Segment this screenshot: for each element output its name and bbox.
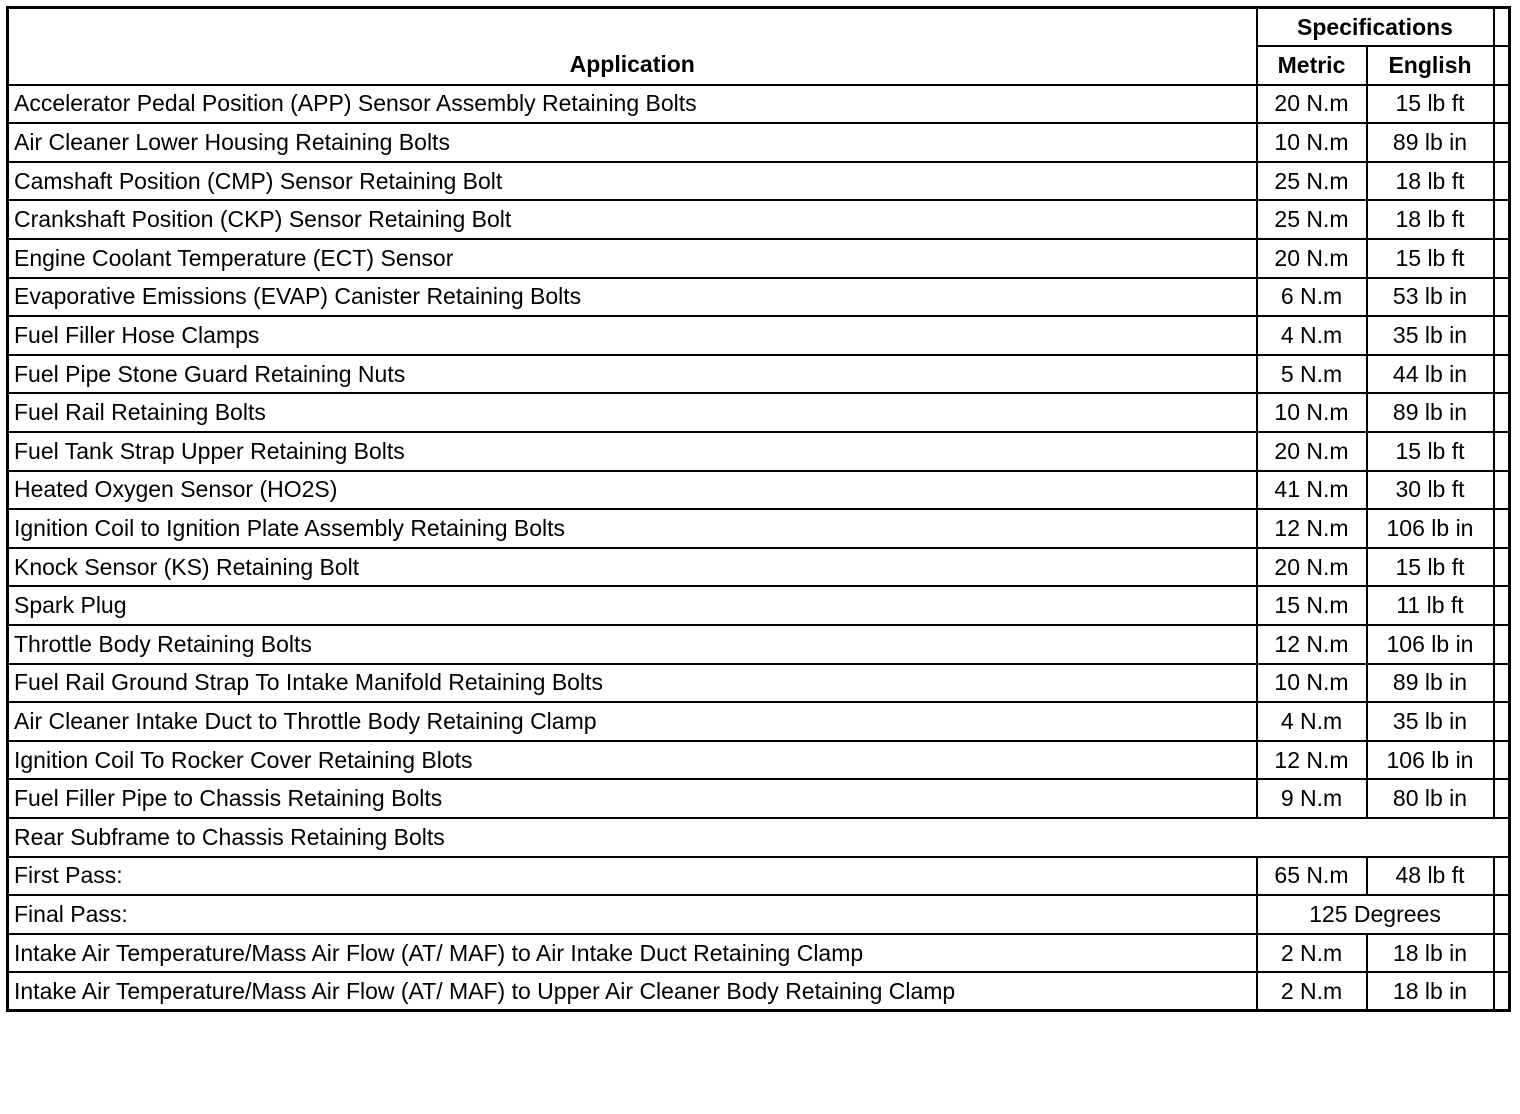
table-row [8, 278, 1510, 317]
spacer-cell [1494, 972, 1510, 1011]
application-cell: Fuel Rail Ground Strap To Intake Manifold Retaining Bolts [8, 664, 1257, 703]
application-cell: Intake Air Temperature/Mass Air Flow (AT/ MAF) to Air Intake Duct Retaining Clamp [8, 934, 1257, 973]
spacer-cell [1494, 393, 1510, 432]
spacer-cell [1494, 548, 1510, 587]
spacer-cell [1494, 316, 1510, 355]
english-cell: 15 lb ft [1367, 239, 1494, 278]
application-cell: Crankshaft Position (CKP) Sensor Retaining Bolt [8, 200, 1257, 239]
english-cell: 18 lb in [1367, 934, 1494, 973]
spacer-cell [1494, 432, 1510, 471]
spacer-cell [1494, 509, 1510, 548]
spacer-cell [1494, 239, 1510, 278]
spacer-cell [1494, 355, 1510, 394]
application-cell: Intake Air Temperature/Mass Air Flow (AT/ MAF) to Upper Air Cleaner Body Retaining Clamp [8, 972, 1257, 1011]
table-row [8, 316, 1510, 355]
metric-cell: 10 N.m [1257, 664, 1367, 703]
table-row [8, 509, 1510, 548]
specifications-header: Specifications [1257, 8, 1494, 47]
metric-cell: 65 N.m [1257, 857, 1367, 896]
metric-cell: 12 N.m [1257, 509, 1367, 548]
metric-cell: 20 N.m [1257, 548, 1367, 587]
metric-header: Metric [1257, 46, 1367, 85]
metric-cell: 12 N.m [1257, 625, 1367, 664]
english-cell: 48 lb ft [1367, 857, 1494, 896]
spacer-cell [1494, 625, 1510, 664]
application-cell: Ignition Coil To Rocker Cover Retaining Blots [8, 741, 1257, 780]
metric-cell: 2 N.m [1257, 972, 1367, 1011]
application-cell: Fuel Filler Pipe to Chassis Retaining Bolts [8, 779, 1257, 818]
spacer-cell [1494, 934, 1510, 973]
table-row [8, 586, 1510, 625]
spacer-cell [1494, 46, 1510, 85]
application-cell: Camshaft Position (CMP) Sensor Retaining Bolt [8, 162, 1257, 201]
spacer-cell [1494, 123, 1510, 162]
english-cell: 11 lb ft [1367, 586, 1494, 625]
application-cell: Air Cleaner Lower Housing Retaining Bolts [8, 123, 1257, 162]
table-row [8, 85, 1510, 124]
application-cell: Fuel Tank Strap Upper Retaining Bolts [8, 432, 1257, 471]
metric-cell: 6 N.m [1257, 278, 1367, 317]
application-header: Application [8, 8, 1257, 85]
spacer-cell [1494, 741, 1510, 780]
application-cell: Spark Plug [8, 586, 1257, 625]
english-cell: 89 lb in [1367, 393, 1494, 432]
table-row [8, 548, 1510, 587]
application-cell: Knock Sensor (KS) Retaining Bolt [8, 548, 1257, 587]
final-pass-row [8, 895, 1510, 934]
table-row [8, 702, 1510, 741]
application-cell: Heated Oxygen Sensor (HO2S) [8, 471, 1257, 510]
application-cell: Accelerator Pedal Position (APP) Sensor Assembly Retaining Bolts [8, 85, 1257, 124]
english-cell: 44 lb in [1367, 355, 1494, 394]
table-row [8, 355, 1510, 394]
english-cell: 18 lb ft [1367, 162, 1494, 201]
table-row [8, 741, 1510, 780]
table-body [8, 85, 1510, 1011]
table-row [8, 934, 1510, 973]
english-cell: 15 lb ft [1367, 548, 1494, 587]
table-row [8, 471, 1510, 510]
metric-cell: 25 N.m [1257, 162, 1367, 201]
metric-cell: 20 N.m [1257, 85, 1367, 124]
english-cell: 89 lb in [1367, 123, 1494, 162]
english-cell: 53 lb in [1367, 278, 1494, 317]
metric-cell: 2 N.m [1257, 934, 1367, 973]
spacer-cell [1494, 702, 1510, 741]
application-cell: Engine Coolant Temperature (ECT) Sensor [8, 239, 1257, 278]
metric-cell: 20 N.m [1257, 432, 1367, 471]
english-cell: 35 lb in [1367, 702, 1494, 741]
metric-cell: 9 N.m [1257, 779, 1367, 818]
table-row [8, 779, 1510, 818]
english-cell: 106 lb in [1367, 625, 1494, 664]
spacer-cell [1494, 85, 1510, 124]
english-cell: 106 lb in [1367, 741, 1494, 780]
torque-specifications-table [6, 6, 1511, 1012]
table-row [8, 625, 1510, 664]
application-cell: Evaporative Emissions (EVAP) Canister Retaining Bolts [8, 278, 1257, 317]
english-cell: 89 lb in [1367, 664, 1494, 703]
application-cell: Ignition Coil to Ignition Plate Assembly Retaining Bolts [8, 509, 1257, 548]
english-cell: 18 lb in [1367, 972, 1494, 1011]
table-row [8, 239, 1510, 278]
metric-cell: 15 N.m [1257, 586, 1367, 625]
metric-cell: 10 N.m [1257, 123, 1367, 162]
metric-cell: 41 N.m [1257, 471, 1367, 510]
metric-cell: 20 N.m [1257, 239, 1367, 278]
metric-cell: 12 N.m [1257, 741, 1367, 780]
spacer-cell [1494, 664, 1510, 703]
english-cell: 30 lb ft [1367, 471, 1494, 510]
spacer-cell [1494, 779, 1510, 818]
english-cell: 106 lb in [1367, 509, 1494, 548]
english-cell: 15 lb ft [1367, 432, 1494, 471]
application-cell: Air Cleaner Intake Duct to Throttle Body Retaining Clamp [8, 702, 1257, 741]
application-cell: Fuel Rail Retaining Bolts [8, 393, 1257, 432]
subframe-title-cell: Rear Subframe to Chassis Retaining Bolts [8, 818, 1510, 857]
table-row [8, 123, 1510, 162]
spacer-cell [1494, 8, 1510, 47]
subframe-title-row [8, 818, 1510, 857]
english-cell: 18 lb ft [1367, 200, 1494, 239]
english-cell: 35 lb in [1367, 316, 1494, 355]
spacer-cell [1494, 895, 1510, 934]
spacer-cell [1494, 471, 1510, 510]
table-row [8, 162, 1510, 201]
spacer-cell [1494, 200, 1510, 239]
english-header: English [1367, 46, 1494, 85]
final-pass-value: 125 Degrees [1257, 895, 1494, 934]
metric-cell: 4 N.m [1257, 316, 1367, 355]
english-cell: 15 lb ft [1367, 85, 1494, 124]
application-cell: Throttle Body Retaining Bolts [8, 625, 1257, 664]
spacer-cell [1494, 162, 1510, 201]
english-cell: 80 lb in [1367, 779, 1494, 818]
metric-cell: 5 N.m [1257, 355, 1367, 394]
metric-cell: 25 N.m [1257, 200, 1367, 239]
table-row [8, 432, 1510, 471]
table-row [8, 972, 1510, 1011]
table-row [8, 200, 1510, 239]
final-pass-label: Final Pass: [8, 895, 1257, 934]
first-pass-label: First Pass: [8, 857, 1257, 896]
metric-cell: 10 N.m [1257, 393, 1367, 432]
header-row-top [8, 8, 1510, 47]
first-pass-row [8, 857, 1510, 896]
spacer-cell [1494, 586, 1510, 625]
application-cell: Fuel Filler Hose Clamps [8, 316, 1257, 355]
spacer-cell [1494, 857, 1510, 896]
table-row [8, 664, 1510, 703]
spacer-cell [1494, 278, 1510, 317]
application-cell: Fuel Pipe Stone Guard Retaining Nuts [8, 355, 1257, 394]
table-row [8, 393, 1510, 432]
metric-cell: 4 N.m [1257, 702, 1367, 741]
